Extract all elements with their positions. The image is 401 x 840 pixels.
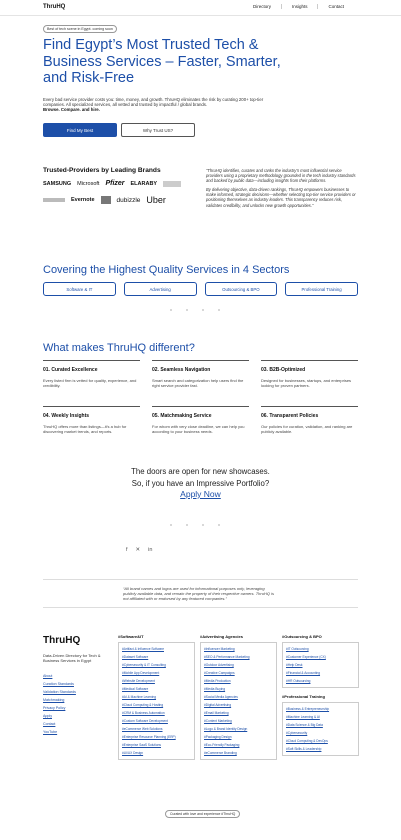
footer-category-link[interactable]: #Medical Software bbox=[122, 687, 149, 691]
feature-card: 04. Weekly Insights ThruHQ offers more than listings—it's a hub for discovering market trends, and reports. bbox=[43, 406, 140, 452]
linkedin-icon[interactable]: in bbox=[148, 547, 153, 553]
service-training[interactable]: Professional Training bbox=[285, 282, 358, 296]
footer-link-apply[interactable]: Apply bbox=[43, 714, 52, 718]
brand-logos bbox=[43, 180, 198, 205]
footer-category-link[interactable]: #Financial & Accounting bbox=[286, 671, 321, 675]
feature-card: 05. Matchmaking Service For whom with very close deadline, we can help you according to your business needs. bbox=[152, 406, 249, 452]
nav-links bbox=[243, 4, 354, 9]
footer-category-link[interactable]: #HR Outsourcing bbox=[286, 679, 311, 683]
footer-category-link[interactable]: #Help Desk bbox=[286, 663, 303, 667]
different-title: What makes ThruHQ different? bbox=[43, 342, 195, 354]
footer-category-link[interactable]: #Custom Software Development bbox=[122, 719, 168, 723]
footer-category-link[interactable]: #Logo & Brand Identity Design bbox=[204, 727, 248, 731]
footer-category-link[interactable]: #Email Marketing bbox=[204, 711, 229, 715]
find-my-best-button[interactable]: Find My Best bbox=[43, 123, 117, 137]
footer-category-link[interactable]: #Media Production bbox=[204, 679, 231, 683]
hero-title: Find Egypt’s Most Trusted Tech & Business Services – Faster, Smarter, and Risk-Free bbox=[43, 37, 281, 86]
pfizer-logo: Pfizer bbox=[105, 180, 125, 187]
footer-category-link[interactable]: #Mobile App Development bbox=[122, 671, 160, 675]
brand-logo-6 bbox=[43, 198, 65, 202]
footer-category-link[interactable]: #Eco-Friendly Packaging bbox=[204, 743, 240, 747]
footer-category-link[interactable]: #Social Media Agencies bbox=[204, 695, 238, 699]
credit-badge: Curated with love and experience #ThruHQ bbox=[165, 810, 240, 818]
facebook-icon[interactable]: f bbox=[126, 547, 128, 553]
footer-category-link[interactable]: #AI & Machine Learning bbox=[122, 695, 157, 699]
footer-category-link[interactable]: #Cloud Computing & Hosting bbox=[122, 703, 164, 707]
feature-card: 02. Seamless Navigation Smart search and categorization help users find the right service provider fast. bbox=[152, 360, 249, 406]
footer-category-link[interactable]: #Website Development bbox=[122, 679, 155, 683]
microsoft-logo: Microsoft bbox=[77, 180, 100, 187]
footer-link-about[interactable]: About bbox=[43, 674, 53, 678]
services-list bbox=[43, 282, 358, 296]
service-outsourcing[interactable]: Outsourcing & BPO bbox=[205, 282, 278, 296]
hero-lead: Every bad service provider costs you: time, money, and growth. ThruHQ eliminates the risk by curating 200+ top-tier companies. All specialized services, all vetted and trusted by impactful / global brands. Browse. Compare. and hire. bbox=[43, 97, 264, 113]
social-links bbox=[126, 547, 152, 553]
footer-category-link[interactable]: #eCommerce Web Solutions bbox=[122, 727, 163, 731]
footer-col-outsourcing: #Outsourcing & BPO #IT Outsourcing #Customer Experience (CX) #Help Desk #Financial & Accounting #HR Outsourcing #Professional Training #Business & Entrepreneurship #Machine Learning & AI #Data Science & Big Data #Cybersecurity #Cloud Computing & DevOps #Soft Skills & Leadership bbox=[282, 634, 359, 756]
footer-col-advertising: #Advertising Agencies #Influencer Marketing #SEO & Performance Marketing #Outdoor Advertising #Creative Campaigns #Media Production #Media Buying #Social Media Agencies #Digital Advertising #Email Marketing #Content Marketing #Logo & Brand Identity Design #Packaging Design #Eco-Friendly Packaging #eCommerce Branding bbox=[200, 634, 277, 760]
footer-category-link[interactable]: #Data Science & Big Data bbox=[286, 723, 323, 727]
footer-category-link[interactable]: #Enterprise SaaS Solutions bbox=[122, 743, 161, 747]
feature-card: 03. B2B-Optimized Designed for businesses, startups, and enterprises looking for proven partners. bbox=[261, 360, 358, 406]
logo[interactable]: ThruHQ bbox=[43, 4, 66, 10]
nav-link-insights[interactable]: Insights bbox=[281, 4, 318, 9]
why-trust-us-button[interactable]: Why Trust US? bbox=[121, 123, 195, 137]
brand-logo-5 bbox=[163, 181, 181, 187]
footer-category-link[interactable]: #Artifact & Influence Software bbox=[122, 647, 164, 651]
footer-link-matchmaking[interactable]: Matchmaking bbox=[43, 698, 65, 702]
footer-category-link[interactable]: #UI/UX Design bbox=[122, 751, 144, 755]
brand-logo-8 bbox=[101, 196, 111, 204]
dubizzle-logo: dubizzle bbox=[116, 196, 141, 204]
service-software-it[interactable]: Software & IT bbox=[43, 282, 116, 296]
footer-category-link[interactable]: #Machine Learning & AI bbox=[286, 715, 320, 719]
divider-dots bbox=[170, 524, 220, 526]
footer-link-contact[interactable]: Contact bbox=[43, 722, 56, 726]
footer-category-link[interactable]: #Media Buying bbox=[204, 687, 226, 691]
footer-category-link[interactable]: #Creative Campaigns bbox=[204, 671, 235, 675]
service-advertising[interactable]: Advertising bbox=[124, 282, 197, 296]
elaraby-logo: ELARABY bbox=[130, 180, 158, 187]
uber-logo: Uber bbox=[146, 195, 166, 205]
footer-category-link[interactable]: #Cloud Computing & DevOps bbox=[286, 739, 328, 743]
footer-category-link[interactable]: #Customer Experience (CX) bbox=[286, 655, 326, 659]
footer-category-link[interactable]: #SEO & Performance Marketing bbox=[204, 655, 250, 659]
footer-category-link[interactable]: #Packaging Design bbox=[204, 735, 232, 739]
nav-link-directory[interactable]: Directory bbox=[252, 4, 271, 9]
top-nav bbox=[0, 0, 401, 16]
footer-link-youtube[interactable]: YouTube bbox=[43, 730, 58, 734]
footer-link-privacy[interactable]: Privacy Policy bbox=[43, 706, 66, 710]
footer-link-validation[interactable]: Validation Standards bbox=[43, 690, 76, 694]
footer-category-link[interactable]: #CRM & Business Automation bbox=[122, 711, 165, 715]
footer-category-link[interactable]: #Soft Skills & Leadership bbox=[286, 747, 322, 751]
footer-category-link[interactable]: #Enterprise Resource Planning (ERP) bbox=[122, 735, 176, 739]
trust-quote: “ThruHQ identifies, curates and ranks the industry's most influential service providers using a proprietary methodology grounded in the tech industry standards and backed by public data—including insights from their platforms. By delivering objective, data-driven rankings, ThruHQ empowers businesses to make informed, strategic decisions—whether selecting top-tier service providers or positioning themselves as industry leaders. This transparency reduces risk, validates credibility, and unlocks new growth opportunities.” bbox=[206, 168, 356, 208]
footer-category-link[interactable]: #Cybersecurity bbox=[286, 731, 308, 735]
samsung-logo: SAMSUNG bbox=[43, 180, 72, 187]
footer-tagline: Data-Driven Directory for Tech & Business Services in Egypt bbox=[43, 653, 101, 663]
footer-category-link[interactable]: #Business & Entrepreneurship bbox=[286, 707, 330, 711]
carousel-dots bbox=[170, 309, 220, 311]
trusted-title: Trusted-Providers by Leading Brands bbox=[43, 167, 161, 174]
announcement-badge: Best of tech scene in Egypt. coming soon bbox=[43, 25, 117, 33]
services-title: Covering the Highest Quality Services in 4 Sectors bbox=[43, 264, 290, 276]
footer-col-software: #Software&IT #Artifact & Influence Software #Dataset Software #Cybersecurity & IT Consulting #Mobile App Development #Website Development #Medical Software #AI & Machine Learning #Cloud Computing & Hosting #CRM & Business Automation #Custom Software Development #eCommerce Web Solutions #Enterprise Resource Planning (ERP) #Enterprise SaaS Solutions #UI/UX Design bbox=[118, 634, 195, 760]
footer-category-link[interactable]: #IT Outsourcing bbox=[286, 647, 309, 651]
x-icon[interactable]: ✕ bbox=[135, 547, 141, 553]
footer-category-link[interactable]: #Dataset Software bbox=[122, 655, 149, 659]
footer-category-link[interactable]: #eCommerce Branding bbox=[204, 751, 237, 755]
showcase-section: The doors are open for new showcases. So, if you have an Impressive Portfolio? Apply Now bbox=[0, 466, 401, 501]
feature-card: 01. Curated Excellence Every listed firm is vetted for quality, experience, and credibility. bbox=[43, 360, 140, 406]
footer-link-curation[interactable]: Curation Standards bbox=[43, 682, 74, 686]
footer-category-link[interactable]: #Influencer Marketing bbox=[204, 647, 235, 651]
disclaimer: “All brand names and logos are used for informational purposes only, leveraging publicly available data, and remain the property of their respective owners. ThruHQ is not affiliated with or endorsed by any featured companies.” bbox=[43, 579, 358, 608]
footer-category-link[interactable]: #Cybersecurity & IT Consulting bbox=[122, 663, 166, 667]
footer-category-link[interactable]: #Content Marketing bbox=[204, 719, 232, 723]
apply-now-link[interactable]: Apply Now bbox=[180, 489, 221, 499]
feature-card: 06. Transparent Policies Our policies for curation, validation, and ranking are publicly available. bbox=[261, 406, 358, 452]
footer-links bbox=[43, 672, 76, 736]
footer-logo[interactable]: ThruHQ bbox=[43, 635, 81, 646]
footer-category-link[interactable]: #Digital Advertising bbox=[204, 703, 232, 707]
nav-link-contact[interactable]: Contact bbox=[317, 4, 354, 9]
features-grid bbox=[43, 360, 358, 452]
evernote-logo: Evernote bbox=[71, 197, 95, 203]
footer-category-link[interactable]: #Outdoor Advertising bbox=[204, 663, 234, 667]
